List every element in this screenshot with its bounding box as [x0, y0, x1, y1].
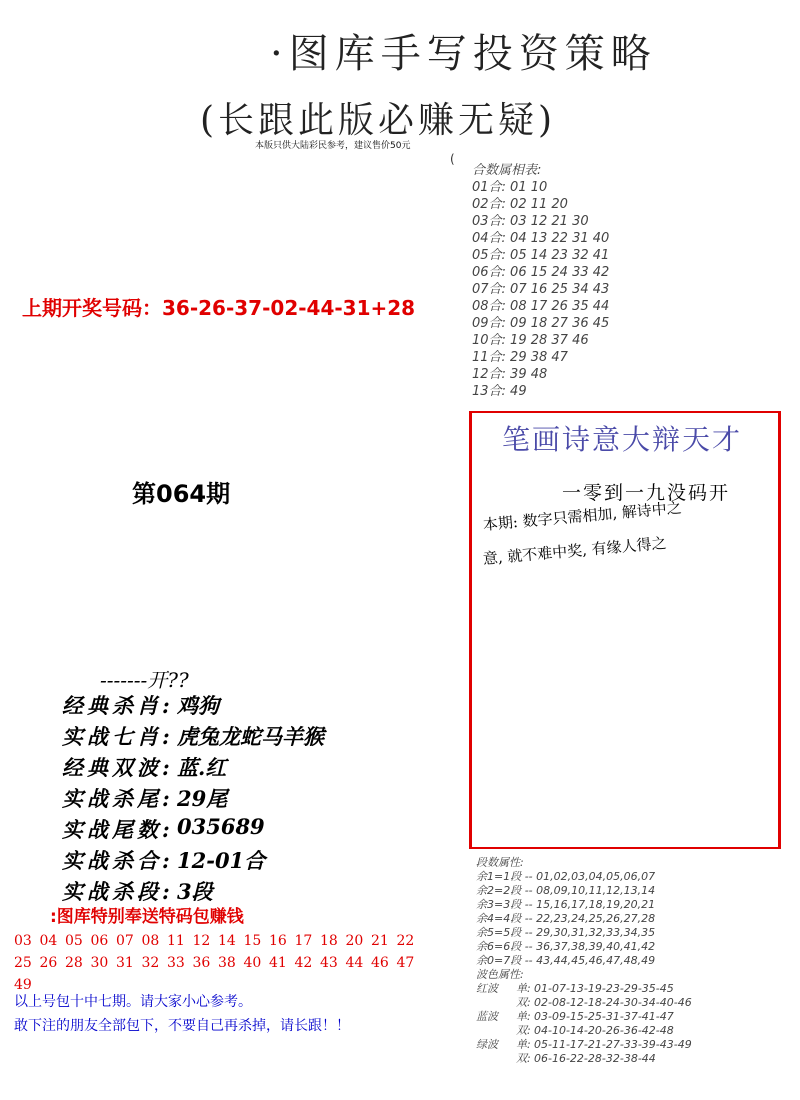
gift-number: 17: [294, 933, 313, 949]
price-note: 本版只供大陆彩民参考，建议售价50元: [255, 141, 411, 151]
gift-number: 11: [167, 933, 185, 949]
gift-number: 04: [39, 933, 58, 949]
bose-nums: 05-11-17-21-27-33-39-43-49: [534, 1038, 692, 1051]
bose-type: 单:: [516, 1010, 531, 1023]
bose-type: 单:: [516, 1038, 531, 1051]
gift-number: 15: [243, 933, 262, 949]
poem-hint-line: 意, 就不难中奖, 有缘人得之: [482, 533, 668, 568]
he-table-row: 13合: 49: [472, 384, 527, 399]
he-table-row: 05合: 05 14 23 32 41: [472, 248, 610, 263]
tip-key: 实战七肖:: [62, 724, 174, 749]
gift-number: 42: [294, 955, 313, 971]
duan-row: 余2=2段 -- 08,09,10,11,12,13,14: [476, 884, 656, 897]
gift-number: 47: [396, 955, 415, 971]
tip-row: [62, 690, 324, 721]
last-draw-result: 上期开奖号码：36-26-37-02-44-31+28: [22, 296, 416, 320]
tips-list: [62, 690, 324, 907]
tip-value: 29尾: [177, 786, 228, 811]
gift-number: 40: [243, 955, 262, 971]
bose-nums: 03-09-15-25-31-37-41-47: [534, 1010, 674, 1023]
bose-wave: 绿波: [476, 1038, 498, 1051]
page-subtitle: (长跟此版必赚无疑): [200, 100, 557, 141]
kai-line: -------开??: [100, 668, 189, 692]
duan-row: 余4=4段 -- 22,23,24,25,26,27,28: [476, 912, 656, 925]
gift-number: 32: [141, 955, 160, 971]
gift-number: 25: [14, 955, 32, 971]
he-table: [472, 162, 609, 400]
bose-wave: 蓝波: [476, 1010, 498, 1023]
tip-row: [62, 783, 324, 814]
bose-row: [476, 1010, 692, 1024]
tip-value: 12-01合: [177, 848, 266, 873]
tip-value: 蓝.红: [177, 755, 227, 780]
gift-number: 38: [218, 955, 236, 971]
tip-key: 实战尾数:: [62, 817, 174, 842]
duan-table: [476, 856, 655, 968]
tip-key: 经典杀肖:: [62, 693, 174, 718]
duan-row: 余3=3段 -- 15,16,17,18,19,20,21: [476, 898, 656, 911]
duan-heading: 段数属性:: [476, 856, 524, 869]
gift-number: 28: [65, 955, 83, 971]
he-table-row: 12合: 39 48: [472, 367, 548, 382]
gift-title: :图库特别奉送特码包赚钱: [50, 907, 244, 927]
gift-number: 31: [116, 955, 134, 971]
bose-nums: 04-10-14-20-26-36-42-48: [534, 1024, 674, 1037]
gift-number: 46: [371, 955, 389, 971]
he-table-row: 07合: 07 16 25 34 43: [472, 282, 610, 297]
gift-number: 30: [90, 955, 109, 971]
bose-nums: 02-08-12-18-24-30-34-40-46: [534, 996, 692, 1009]
tip-value: 鸡狗: [177, 693, 219, 718]
duan-row: 余1=1段 -- 01,02,03,04,05,06,07: [476, 870, 656, 883]
gift-number: 36: [192, 955, 211, 971]
poem-hint-line: 本期: 数字只需相加, 解诗中之: [482, 498, 683, 534]
he-table-row: 03合: 03 12 21 30: [472, 214, 589, 229]
gift-numbers: [14, 930, 444, 996]
duan-row: 余0=7段 -- 43,44,45,46,47,48,49: [476, 954, 656, 967]
page-title: ·图库手写投资策略: [270, 31, 657, 77]
tip-row: [62, 721, 324, 752]
gift-number: 44: [345, 955, 364, 971]
he-table-heading: 合数属相表:: [472, 163, 542, 178]
he-table-row: 11合: 29 38 47: [472, 350, 568, 365]
bose-wave: [476, 996, 516, 1010]
he-table-row: 02合: 02 11 20: [472, 197, 568, 212]
gift-number: 12: [192, 933, 211, 949]
bose-heading: 波色属性:: [476, 968, 524, 981]
poem-line: 一零到一九没码开: [562, 482, 731, 504]
he-table-row: 08合: 08 17 26 35 44: [472, 299, 610, 314]
tip-key: 实战杀尾:: [62, 786, 174, 811]
bose-row: [476, 982, 692, 996]
bose-nums: 06-16-22-28-32-38-44: [534, 1052, 656, 1065]
notice-line: 敢下注的朋友全部包下，不要自己再杀掉，请长跟！！: [14, 1018, 350, 1034]
he-table-row: 10合: 19 28 37 46: [472, 333, 589, 348]
tip-key: 实战杀合:: [62, 848, 174, 873]
gift-number: 26: [39, 955, 58, 971]
bose-row: [476, 996, 692, 1010]
gift-number: 03: [14, 933, 32, 949]
bose-row: [476, 1052, 692, 1066]
bose-type: 双:: [516, 996, 531, 1009]
gift-number: 21: [371, 933, 389, 949]
tip-value: 3段: [177, 879, 213, 904]
tip-row: [62, 752, 324, 783]
poem-title: 笔画诗意大辩天才: [502, 423, 743, 456]
bose-row: [476, 1038, 692, 1052]
tip-value: 虎兔龙蛇马羊猴: [177, 724, 324, 749]
he-table-row: 06合: 06 15 24 33 42: [472, 265, 610, 280]
he-table-row: 09合: 09 18 27 36 45: [472, 316, 610, 331]
gift-number: 14: [218, 933, 236, 949]
notice: [14, 990, 350, 1038]
notice-line: 以上号包十中七期。请大家小心参考。: [14, 994, 252, 1010]
tip-value: 035689: [177, 814, 265, 839]
gift-number: 08: [141, 933, 160, 949]
bose-table: [476, 968, 692, 1066]
gift-number: 16: [269, 933, 287, 949]
bose-wave: [476, 1052, 516, 1066]
issue-number: 第064期: [132, 480, 231, 508]
he-table-row: 04合: 04 13 22 31 40: [472, 231, 610, 246]
gift-number: 07: [116, 933, 134, 949]
gift-number: 43: [320, 955, 338, 971]
gift-number: 05: [65, 933, 83, 949]
he-table-row: 01合: 01 10: [472, 180, 548, 195]
bose-wave: [476, 1024, 516, 1038]
gift-number: 49: [14, 977, 32, 993]
tip-row: [62, 814, 324, 845]
bose-nums: 01-07-13-19-23-29-35-45: [534, 982, 674, 995]
gift-number: 22: [396, 933, 415, 949]
gift-number: 06: [90, 933, 109, 949]
bose-row: [476, 1024, 692, 1038]
bose-type: 双:: [516, 1052, 531, 1065]
stray-mark: (: [450, 152, 455, 166]
tip-key: 经典双波:: [62, 755, 174, 780]
gift-number: 33: [167, 955, 185, 971]
duan-row: 余5=5段 -- 29,30,31,32,33,34,35: [476, 926, 656, 939]
gift-number: 18: [320, 933, 338, 949]
duan-row: 余6=6段 -- 36,37,38,39,40,41,42: [476, 940, 656, 953]
gift-number: 41: [269, 955, 287, 971]
poem-box: [469, 411, 781, 849]
bose-wave: 红波: [476, 982, 498, 995]
bose-type: 单:: [516, 982, 531, 995]
tip-row: [62, 845, 324, 876]
tip-key: 实战杀段:: [62, 879, 174, 904]
bose-type: 双:: [516, 1024, 531, 1037]
gift-number: 20: [345, 933, 364, 949]
